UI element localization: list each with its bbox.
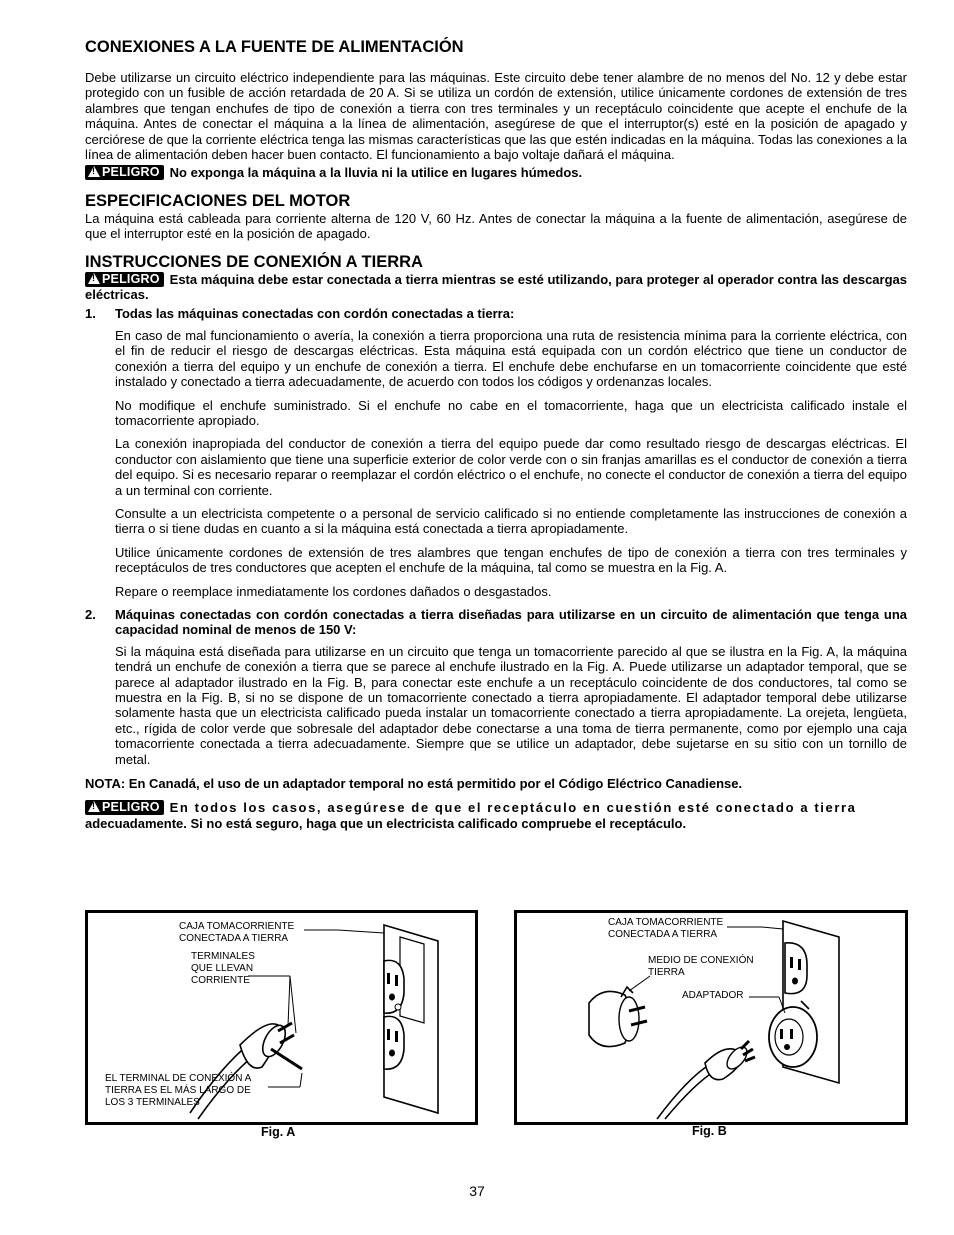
canada-note: NOTA: En Canadá, el uso de un adaptador temporal no está permitido por el Código Eléctrico Canadiense. xyxy=(85,776,743,792)
label-grounded-box: CAJA TOMACORRIENTE CONECTADA A TIERRA xyxy=(608,917,724,940)
list-item-2: 2. Máquinas conectadas con cordón conectadas a tierra diseñadas para utilizarse en un circuito de alimentación que tenga una capacidad nominal de menos de 150 V: xyxy=(85,606,907,638)
item1-para: La conexión inapropiada del conductor de conexión a tierra del equipo puede dar como resultado riesgo de descargas eléctricas. El conductor con aislamiento que tiene una superficie exterior de color verde con o sin franjas amarillas es el conductor de conexión a tierra del equipo. Si es necesario reparar o reemplazar el cordón eléctrico o el enchufe, no conecte el conductor de conexión a tierra del equipo a un terminal con corriente. xyxy=(115,436,907,498)
section-title-grounding: INSTRUCCIONES DE CONEXIÓN A TIERRA xyxy=(85,252,423,271)
danger-text: Esta máquina debe estar conectada a tierra mientras se esté utilizando, para proteger al operador contra las descargas eléctricas. xyxy=(85,271,907,303)
label-adapter: ADAPTADOR xyxy=(682,990,744,1001)
warning-triangle-icon xyxy=(88,273,100,284)
adapter-illustration xyxy=(517,913,905,1122)
page-content xyxy=(85,34,907,831)
warning-triangle-icon xyxy=(88,801,100,812)
item1-para: Repare o reemplace inmediatamente los cordones dañados o desgastados. xyxy=(115,583,552,599)
item1-para: Utilice únicamente cordones de extensión de tres alambres que tengan enchufes de tipo de conexión a tierra con tres terminales y receptáculos de tres conductores que acepten el enchufe de la máquina, tal como se muestra en la Fig. A. xyxy=(115,544,907,576)
label-live-terminals: TERMINALES QUE LLEVAN CORRIENTE xyxy=(191,951,255,986)
figure-a-caption: Fig. A xyxy=(261,1125,296,1139)
item2-para: Si la máquina está diseñada para utilizarse en un circuito que tenga un tomacorriente parecido al que se ilustra en la Fig. A, la máquina tendrá un enchufe de conexión a tierra que se parece al enchufe ilustrado en la Fig. A. Puede utilizarse un adaptador temporal, que se parece al adaptador ilustrado en la Fig. B, para conectar este enchufe a un receptáculo coincidente de dos conductores, tal como se muestra en la Fig. B, si no se dispone de un tomacorriente conectado a tierra apropiadamente. El adaptador temporal debe utilizarse solamente hasta que un electricista calificado pueda instalar un tomacorriente conectado a tierra apropiadamente. La orejeta, lengüeta, etc., rígida de color verde que sobresale del adaptador debe conectarse a una toma de tierra permanente, como por ejemplo una caja tomacorriente conectada a tierra adecuadamente. Siempre que se utilice un adaptador, debe sujetarse en su sitio con un tornillo de metal. xyxy=(115,643,907,767)
figure-a xyxy=(85,910,478,1125)
label-ground-terminal: EL TERMINAL DE CONEXIÓN A TIERRA ES EL MÁS LARGO DE LOS 3 TERMINALES xyxy=(105,1073,252,1108)
page-number: 37 xyxy=(469,1183,485,1199)
figure-b xyxy=(514,910,908,1125)
item1-para: Consulte a un electricista competente o a personal de servicio calificado si no entiende completamente las instrucciones de conexión a tierra o si tiene dudas en cuanto a si la máquina está conectada a tierra apropiadamente. xyxy=(115,505,907,537)
warning-triangle-icon xyxy=(88,166,100,177)
section-title-power: CONEXIONES A LA FUENTE DE ALIMENTACIÓN xyxy=(85,38,464,56)
label-ground-lug: MEDIO DE CONEXIÓN TIERRA xyxy=(648,955,754,978)
figure-b-caption: Fig. B xyxy=(692,1124,727,1138)
danger-warning-receptacle: !PELIGRO En todos los casos, asegúrese de que el receptáculo en cuestión esté conectado a tierra adecuadamente. Si no está seguro, haga que un electricista calificado compruebe el receptáculo. xyxy=(85,800,907,831)
item1-para: En caso de mal funcionamiento o avería, la conexión a tierra proporciona una ruta de resistencia mínima para la corriente eléctrica, con el fin de reducir el riesgo de descargas eléctricas. Esta máquina está equipada con un cordón eléctrico que tiene un conductor de conexión a tierra del equipo y un enchufe de conexión a tierra. El enchufe debe enchufarse en un tomacorriente coincidente que esté instalado y conectado a tierra adecuadamente, de acuerdo con todos los códigos y ordenanzas locales. xyxy=(115,327,907,390)
motor-body: La máquina está cableada para corriente alterna de 120 V, 60 Hz. Antes de conectar la máquina a la fuente de alimentación, asegúrese de que el interruptor esté en la posición de apagado. xyxy=(85,210,907,242)
danger-warning-rain xyxy=(85,165,907,180)
danger-badge: !PELIGRO xyxy=(85,800,164,815)
danger-badge: !PELIGRO xyxy=(85,272,164,287)
danger-warning-ground xyxy=(85,272,907,303)
section-title-motor: ESPECIFICACIONES DEL MOTOR xyxy=(85,191,351,210)
label-grounded-box: CAJA TOMACORRIENTE CONECTADA A TIERRA xyxy=(179,921,295,944)
danger-text: No exponga la máquina a la lluvia ni la utilice en lugares húmedos. xyxy=(169,165,583,181)
item1-para: No modifique el enchufe suministrado. Si el enchufe no cabe en el tomacorriente, haga que un electricista calificado instale el tomacorriente apropiado. xyxy=(115,397,907,428)
list-item-1: 1. Todas las máquinas conectadas con cordón conectadas a tierra: xyxy=(85,306,515,322)
danger-badge: !PELIGRO xyxy=(85,165,164,180)
power-body: Debe utilizarse un circuito eléctrico independiente para las máquinas. Este circuito debe tener alambre de no menos del No. 12 y debe estar protegido con un fusible de acción retardada de 20 A. Si se utiliza un cordón de extensión, utilice únicamente cordones de extensión de tres alambres que tengan enchufes de tipo de conexión a tierra con tres terminales y un receptáculo coincidente que acepte el enchufe de la máquina. Antes de conectar el máquina a la línea de alimentación, asegúrese de que el interruptor(s) esté en la posición de apagado y cerciórese de que la corriente eléctrica tenga las mismas características que las que estén indicadas en la máquina. Todas las conexiones a la línea de alimentación deben hacer buen contacto. El funcionamiento a bajo voltaje dañará el máquina. xyxy=(85,70,907,163)
